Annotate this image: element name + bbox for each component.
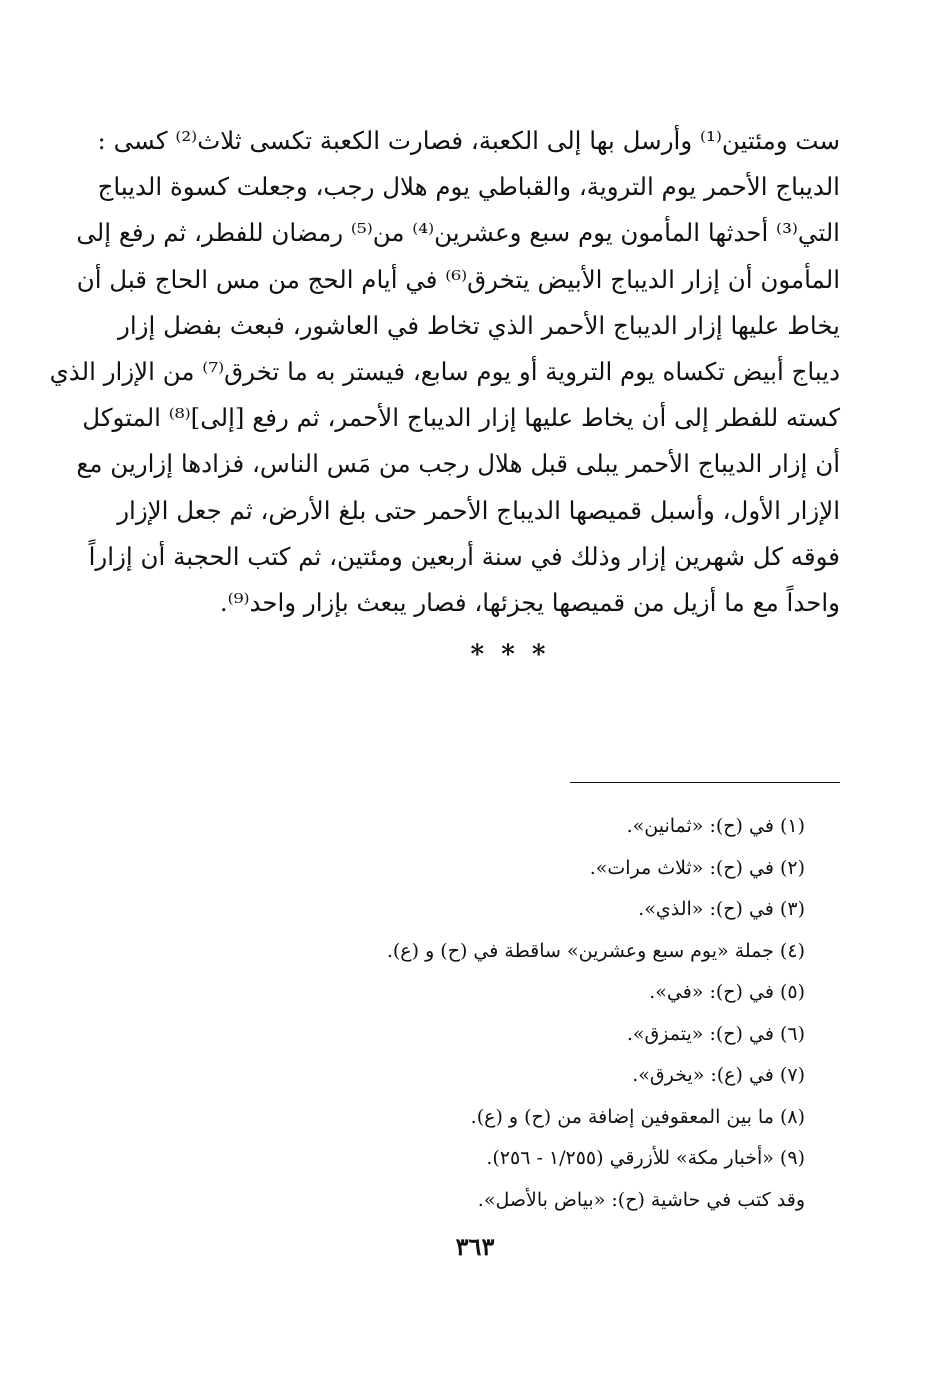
footnote: (٥) في (ح): «في».	[649, 981, 805, 1003]
body-line: واحداً مع ما أزيل من قميصها يجزئها، فصار يبعث بإزار واحد⁽⁹⁾.	[219, 587, 840, 617]
footnote: (٩) «أخبار مكة» للأزرقي (١/٢٥٥ - ٢٥٦).	[486, 1147, 805, 1169]
page-number: ٣٦٣	[455, 1232, 495, 1261]
body-text	[49, 118, 840, 626]
body-line: ست ومئتين⁽¹⁾ وأرسل بها إلى الكعبة، فصارت الكعبة تكسى ثلاث⁽²⁾ كسى :	[97, 126, 840, 155]
body-line: يخاط عليها إزار الديباج الأحمر الذي تخاط في العاشور، فبعث بفضل إزار	[118, 310, 840, 340]
footnote: (٣) في (ح): «الذي».	[638, 898, 805, 920]
body-line: المأمون أن إزار الديباج الأبيض يتخرق⁽⁶⁾ في أيام الحج من مس الحاج قبل أن	[76, 264, 840, 294]
footnote: (١) في (ح): «ثمانين».	[626, 815, 805, 837]
body-line: الديباج الأحمر يوم التروية، والقباطي يوم هلال رجب، وجعلت كسوة الديباج	[97, 172, 840, 202]
body-line: فوقه كل شهرين إزار وذلك في سنة أربعين ومئتين، ثم كتب الحجبة أن إزاراً	[88, 541, 840, 571]
footnote: وقد كتب في حاشية (ح): «بياض بالأصل».	[477, 1188, 805, 1211]
footnote: (٨) ما بين المعقوفين إضافة من (ح) و (ع).	[470, 1105, 805, 1128]
body-line: أن إزار الديباج الأحمر يبلى قبل هلال رجب من مَس الناس، فزادها إزارين مع	[76, 449, 840, 479]
footnote: (٧) في (ع): «يخرق».	[632, 1064, 805, 1086]
body-line: كسته للفطر إلى أن يخاط عليها إزار الديباج الأحمر، ثم رفع [إلى]⁽⁸⁾ المتوكل	[82, 403, 840, 433]
footnote-rule	[570, 782, 840, 783]
footnote: (٦) في (ح): «يتمزق».	[626, 1022, 805, 1045]
footnotes	[285, 806, 805, 1221]
footnote: (٤) جملة «يوم سبع وعشرين» ساقطة في (ح) و (ع).	[386, 939, 805, 962]
section-separator: * * *	[470, 640, 550, 670]
body-line: الإزار الأول، وأسبل قميصها الديباج الأحمر حتى بلغ الأرض، ثم جعل الإزار	[117, 495, 840, 525]
footnote: (٢) في (ح): «ثلاث مرات».	[589, 856, 805, 879]
body-line: ديباج أبيض تكساه يوم التروية أو يوم سابع، فيستر به ما تخرق⁽⁷⁾ من الإزار الذي	[49, 356, 840, 386]
body-line: التي⁽³⁾ أحدثها المأمون يوم سبع وعشرين⁽⁴⁾ من⁽⁵⁾ رمضان للفطر، ثم رفع إلى	[76, 218, 840, 248]
